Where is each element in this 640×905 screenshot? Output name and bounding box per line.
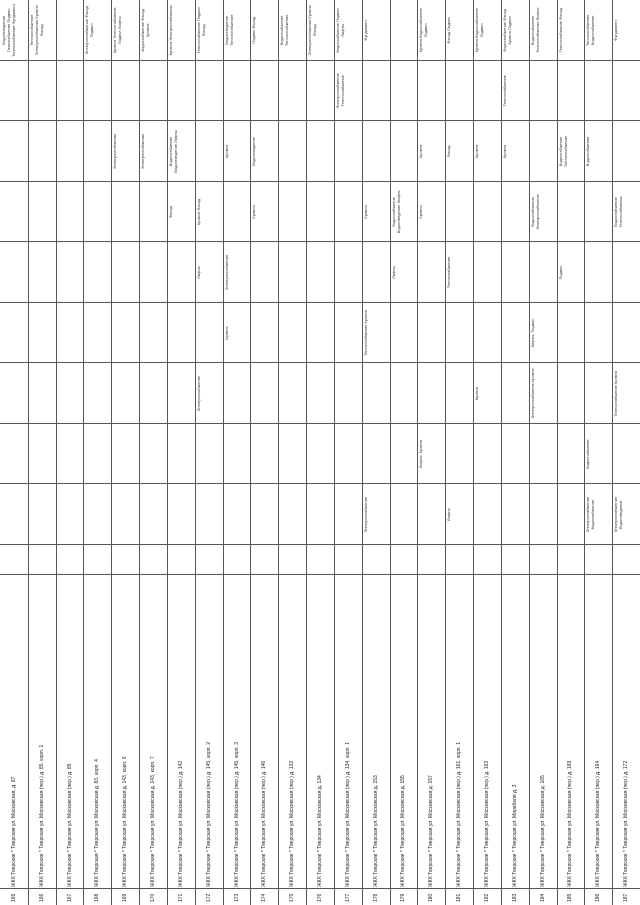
- work-cell: Кровля Водоснабжение Подвал: [418, 8, 429, 53]
- work-cell: Водоснабжение Теплоснабжение: [613, 196, 624, 228]
- work-cell: Теплоснабжение: [501, 75, 507, 107]
- row-address: ЖКХ Тверские * Тверская ул. Московская д. 143, корп. 6: [122, 756, 129, 887]
- work-cell: Водоснабжение: [585, 136, 591, 167]
- work-cell: Кровля: [418, 205, 424, 219]
- work-cell: Кровля: [251, 205, 257, 219]
- work-cell: Электроснабжение Кровля: [529, 368, 535, 419]
- work-cell: Водоснабжение: [585, 439, 591, 469]
- work-cell: Водоснабжение Водоотведение Лифты: [167, 130, 178, 173]
- work-cell: Электроснабжение Фасад Подвал: [84, 6, 95, 55]
- work-cell: Водоснабжение Электроснабжение: [529, 194, 540, 230]
- work-cell: Теплоснабжение Подвал Фасад: [195, 7, 206, 54]
- work-cell: Электроснабжение: [223, 254, 229, 291]
- row-address: ЖКХ Тверские * Тверская ул. Московская (пер.) д. 145, корп. 3: [233, 741, 240, 887]
- row-number: 184: [539, 893, 546, 902]
- work-cell: Лифты: [390, 266, 396, 279]
- work-cell: Водоснабжение Фасад Кровля: [140, 9, 151, 52]
- work-cell: Кровля: [474, 386, 480, 401]
- row-number: 166: [38, 893, 45, 902]
- column-rule: [0, 302, 640, 303]
- row-address: ЖКХ Тверские * Тверская ул. Московская (пер.) д. 134, корп. 1: [344, 741, 351, 887]
- column-rule: [0, 888, 640, 889]
- table-row: [612, 0, 640, 905]
- row-address: ЖКХ Тверские * Тверская ул. Московская д. 134: [316, 775, 323, 887]
- row-number: 167: [66, 893, 73, 902]
- work-cell: Электроснабжение: [112, 133, 118, 170]
- work-cell: Водоотведение Газоснабжение Подвал Теплоснабжение Фундамент: [1, 3, 16, 57]
- work-cell: Теплоснабжение Кровля: [362, 310, 368, 357]
- row-number: 181: [456, 893, 463, 902]
- column-rule: [0, 423, 640, 424]
- work-cell: Водоснабжение Теплоснабжение Лифты: [529, 7, 540, 53]
- row-address: ЖКХ Тверские * Тверская ул. Московская (пер.) д. 85: [66, 763, 73, 887]
- work-cell: Водоснабжение Фасад Кровля Подвал: [501, 9, 512, 52]
- column-rule: [0, 241, 640, 242]
- row-number: 175: [289, 893, 296, 902]
- work-cell: Теплоснабжение Кровля: [613, 370, 619, 417]
- work-cell: Лифты, Подвал: [529, 318, 535, 348]
- row-number: 180: [428, 893, 435, 902]
- row-number: 186: [595, 893, 602, 902]
- work-cell: Теплоснабжение Электроснабжение Кровля Фасад: [28, 5, 44, 56]
- row-number: 183: [511, 893, 518, 902]
- row-number: 169: [122, 893, 129, 902]
- work-cell: Электроснабжение: [362, 496, 368, 533]
- row-number: 171: [177, 893, 184, 902]
- row-address: ЖКХ Тверские * Тверская ул. Московская д. 155: [400, 775, 407, 887]
- column-rule: [0, 574, 640, 575]
- row-number: 165: [10, 893, 17, 902]
- row-number: 187: [623, 893, 630, 902]
- row-address: ЖКХ Тверские * Тверская ул. Московская д. 157: [428, 775, 435, 887]
- row-address: ЖКХ Тверские * Тверская ул. Московская (пер.) д. 132: [289, 760, 296, 887]
- work-cell: Фасад: [446, 145, 452, 158]
- row-address: ЖКХ Тверские * Тверская ул. Московская (пер.) д. 172: [623, 760, 630, 887]
- column-rule: [0, 120, 640, 121]
- table-row: [390, 0, 419, 905]
- work-cell: Кровля: [501, 144, 507, 159]
- column-rule: [0, 60, 640, 61]
- row-number: 173: [233, 893, 240, 902]
- row-number: 182: [483, 893, 490, 902]
- row-number: 172: [205, 893, 212, 902]
- work-cell: Теплоснабжение Фасад: [557, 8, 563, 53]
- work-cell: Лифты: [446, 508, 452, 522]
- work-cell: Водоотведение Теплоснабжение: [223, 14, 234, 47]
- table-row: [0, 0, 29, 905]
- work-cell: Электроснабжение Теплоснабжение: [334, 73, 345, 109]
- row-address: ЖКХ Тверские * Тверская ул. Московская (пер.) д. 145, корп. 2: [205, 741, 212, 887]
- table-row: [28, 0, 57, 905]
- row-address: ЖКХ Тверские * Тверская ул. Московская (пер.) д. 85, корп. 1: [38, 744, 45, 887]
- work-cell: Фасад: [167, 206, 173, 218]
- row-address: ЖКХ Тверские * Тверская ул. Московская (пер.) д. 164: [595, 760, 602, 887]
- row-number: 178: [372, 893, 379, 902]
- row-number: 177: [344, 893, 351, 902]
- work-cell: Кровля: [362, 205, 368, 219]
- work-cell: Кровля: [223, 144, 229, 159]
- row-address: ЖКХ Тверские * Тверская ул. Московская д. 143, корп. 7: [150, 756, 157, 887]
- table-row: [529, 0, 558, 905]
- work-cell: Электроснабжение: [195, 375, 201, 412]
- work-cell: Теплоснабжение Водоснабжение: [585, 14, 596, 47]
- row-address: ЖКХ Тверская * Тверская ул. Московская д. 83, корп. 4: [94, 759, 101, 887]
- work-cell: Подвал Фасад: [251, 16, 257, 44]
- work-cell: Фасад Подвал: [446, 16, 452, 44]
- row-number: 174: [261, 893, 268, 902]
- work-cell: Электроснабжение Водоснабжение: [585, 496, 596, 533]
- work-cell: Фундамент: [613, 19, 619, 41]
- work-cell: Теплоснабжение: [446, 256, 452, 289]
- column-rule: [0, 181, 640, 182]
- table-row: [195, 0, 224, 905]
- row-address: ЖКХ Тверские * Тверская ул. Московская (пер.) д. 163: [483, 760, 490, 887]
- work-cell: Кровля Электроснабжение: [167, 5, 173, 56]
- table-row: [362, 0, 391, 905]
- table-row: [334, 0, 363, 905]
- row-number: 170: [150, 893, 157, 902]
- row-address: ЖКХ Тверские * Тверская ул. Московская (пер.) д. 142: [177, 760, 184, 887]
- work-cell: Электроснабжение: [140, 133, 146, 170]
- work-cell: Кровля Фасад: [195, 198, 201, 226]
- row-number: 168: [94, 893, 101, 902]
- row-address: ЖКХ Тверские * Тверская ул. Московская (пер.) д. 169: [567, 760, 574, 887]
- work-cell: Электроснабжение Водоотведение: [613, 496, 624, 533]
- work-cell: Водоснабжение Теплоснабжение: [279, 14, 290, 47]
- row-address: ЖКХ Тверские * Тверская ул. Московская д. 165: [539, 775, 546, 887]
- column-rule: [0, 544, 640, 545]
- work-cell: Водоснабжение Подвал Лифты: [334, 7, 345, 53]
- work-cell: Лифты, Кровля: [418, 440, 424, 469]
- work-cell: Кровля Водоснабжение Подвал: [474, 8, 485, 53]
- row-address: ЖКХ Тверские * Тверская ул. Московская (пер.) д. 161, корп. 1: [456, 741, 463, 887]
- work-cell: Подвал: [557, 265, 563, 280]
- work-cell: Водоотведение: [251, 137, 257, 166]
- work-cell: Лифты: [195, 266, 201, 279]
- column-rule: [0, 362, 640, 363]
- work-cell: Водоснабжение Теплоснабжение: [557, 135, 568, 168]
- row-address: ЖКХ Тверские * Тверская ул. Московская, д. 87: [10, 776, 17, 887]
- row-number: 176: [316, 893, 323, 902]
- table-row: [83, 0, 112, 905]
- work-cell: Водоснабжение Водоотведение Лифты: [390, 190, 401, 234]
- work-cell: Кровля: [418, 144, 424, 159]
- work-cell: Кровля: [223, 326, 229, 340]
- column-rule: [0, 483, 640, 484]
- work-cell: Фундамент: [362, 19, 368, 41]
- table-row: [278, 0, 307, 905]
- row-number: 185: [567, 893, 574, 902]
- work-cell: Кровля Теплоснабжение Подвал Лифты: [112, 7, 123, 54]
- work-cell: Электроснабжение Кровля Фасад: [307, 5, 318, 56]
- work-cell: Кровля: [474, 144, 480, 159]
- table-row: [56, 0, 85, 905]
- table-row: [306, 0, 335, 905]
- row-address: ЖКХ Тверские * Тверская ул. Московская д. 153: [372, 775, 379, 887]
- row-address: ЖКХ Тверские * Тверская ул. Московская (пер.) д. 146: [261, 760, 268, 887]
- row-number: 179: [400, 893, 407, 902]
- row-address: ЖКХ Тверские * Тверская ул. Мирабеля д. 3: [511, 784, 518, 887]
